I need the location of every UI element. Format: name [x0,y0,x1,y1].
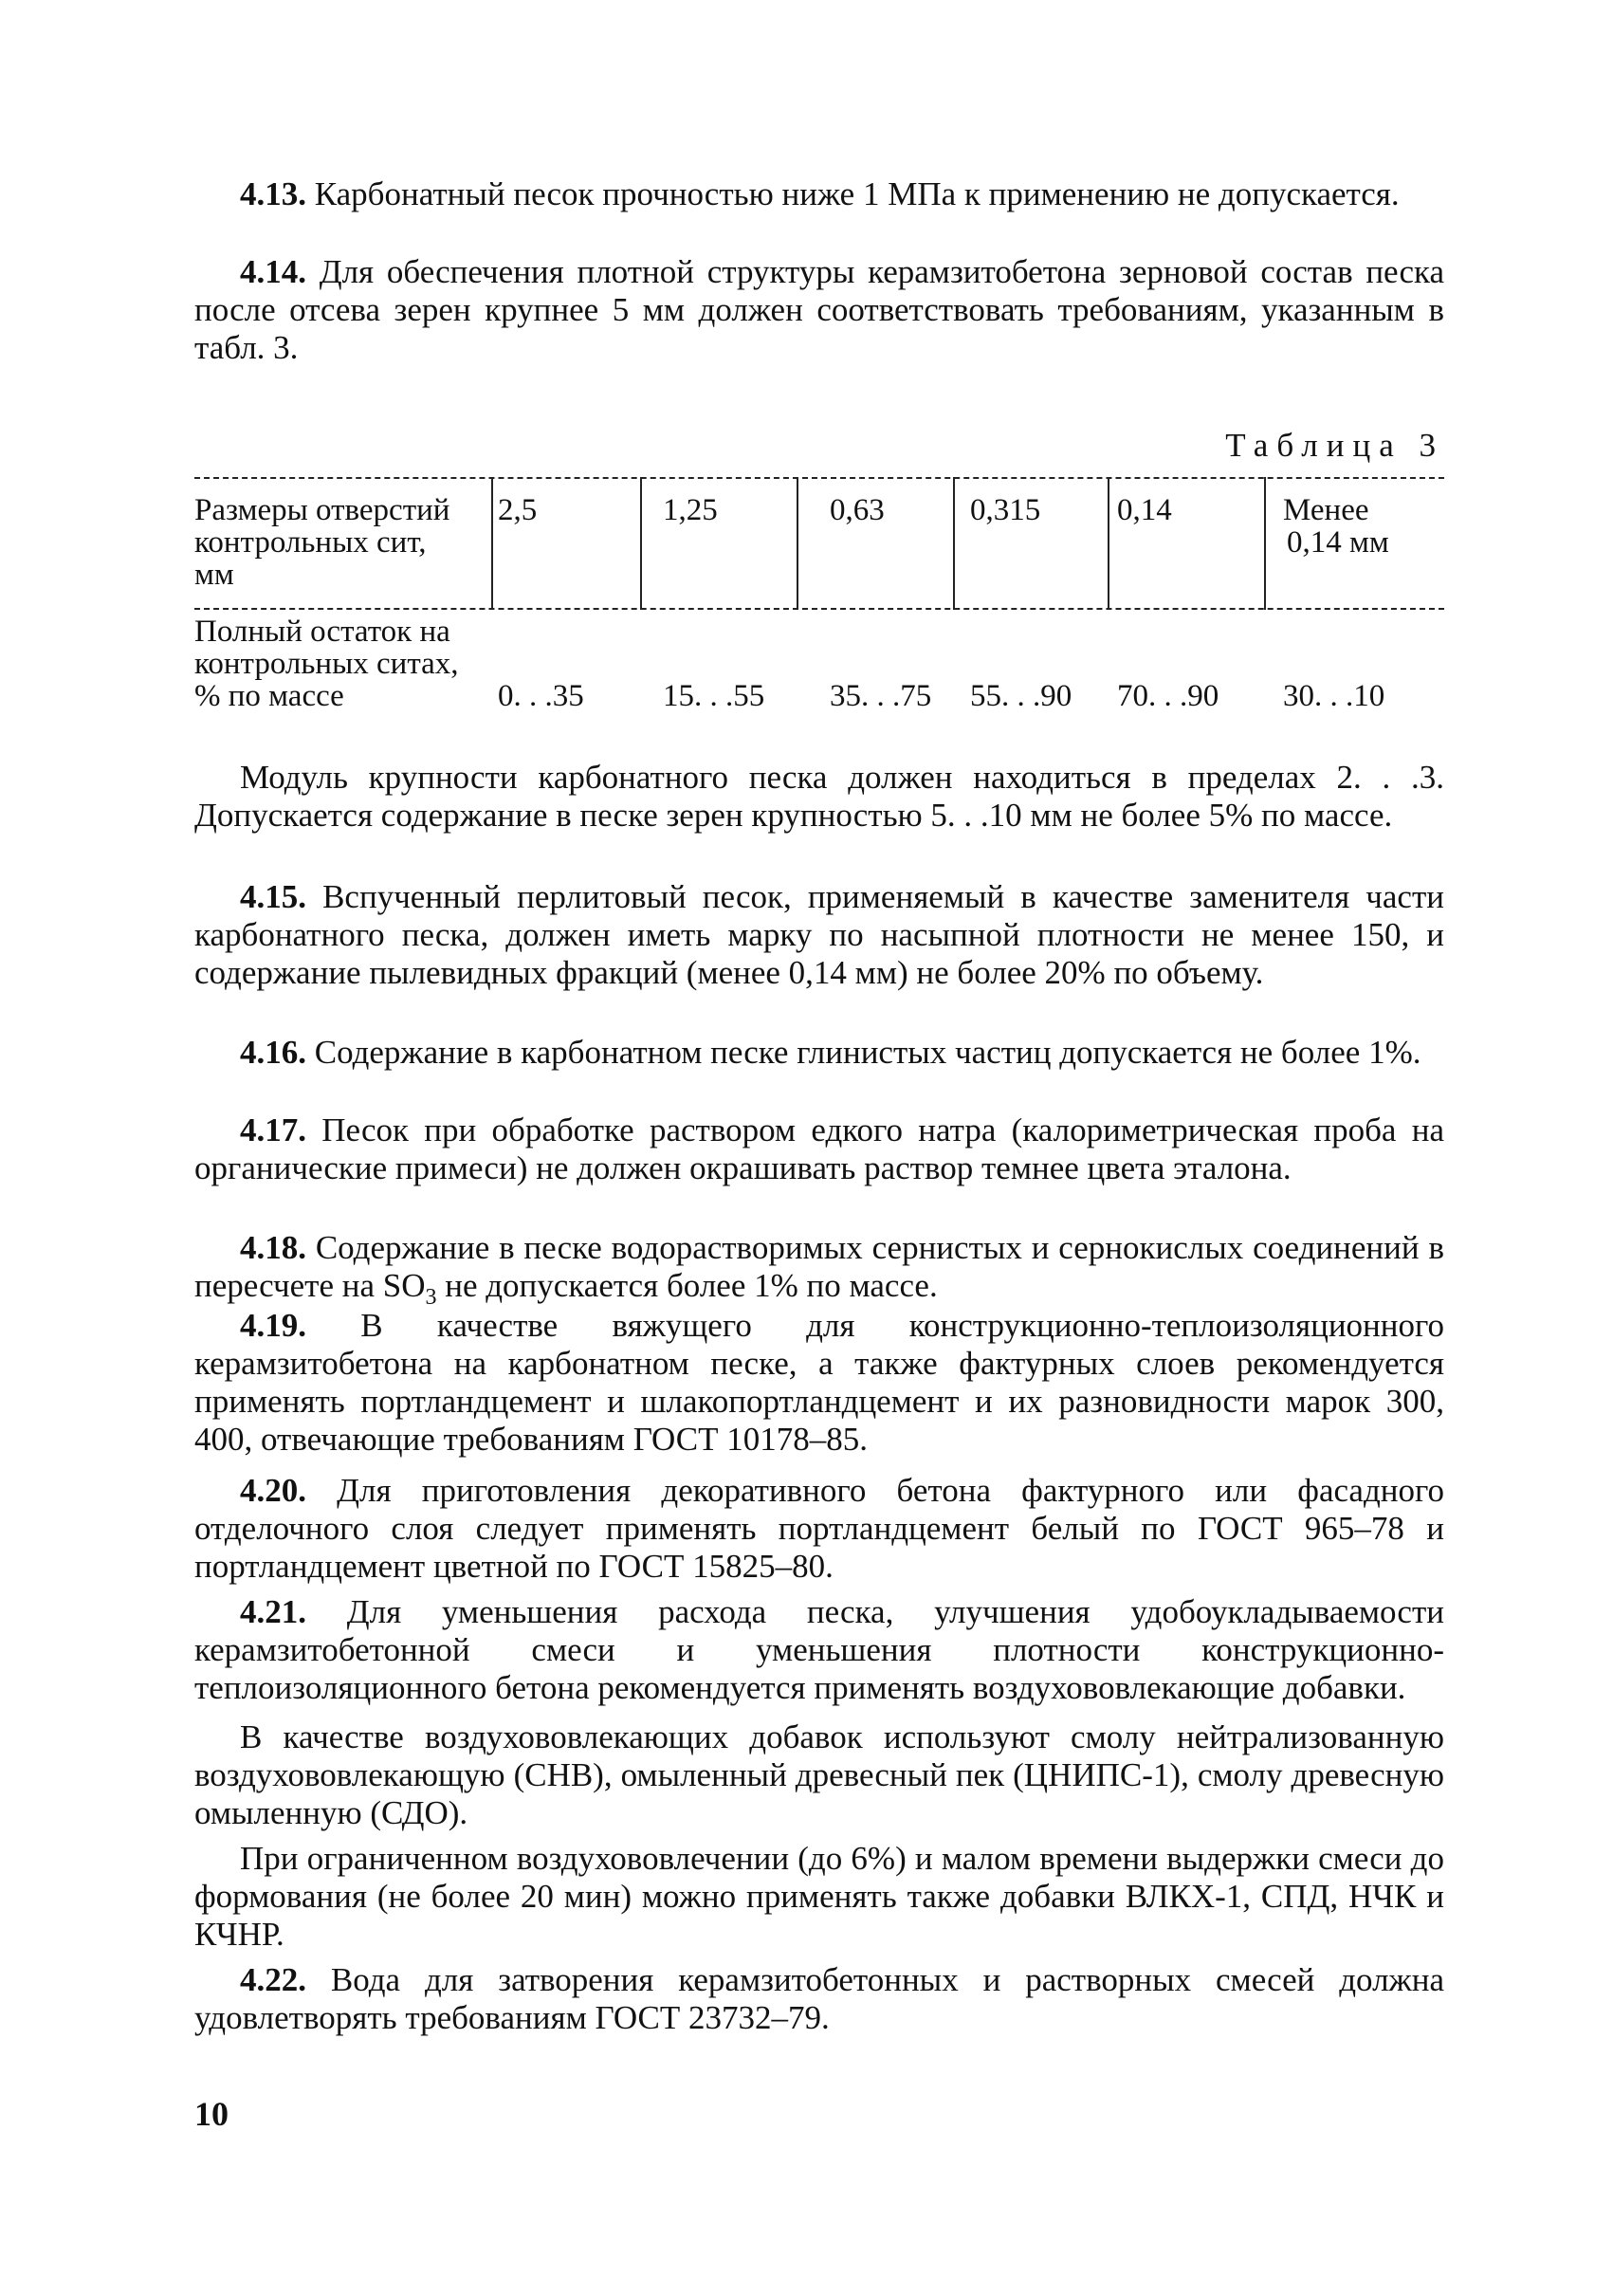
sieve-size-cell: 0,63 [830,493,885,527]
residue-value: 30. . .10 [1283,679,1385,713]
clause-text: Песок при обработке раствором едкого натра (калориметрическая проба на органические примеси) не должен окрашивать раствор темнее цвета эталона. [194,1111,1444,1186]
clause-text: Для обеспечения плотной структуры керамзитобетона зерновой состав песка после отсева зерен крупнее 5 мм должен соответствовать требованиям, указанным в табл. 3. [194,253,1444,366]
paragraph-text: При ограниченном воздухововлечении (до 6%) и малом времени выдержки смеси до формования (не более 20 мин) можно применять также добавки ВЛКХ-1, СПД, НЧК и КЧНР. [194,1840,1444,1953]
row-label-cell: Полный остаток на контрольных ситах, % по массе [194,615,459,713]
clause-number: 4.16. [240,1034,306,1071]
clause-number: 4.18. [240,1229,306,1266]
paragraph-additives [194,1718,1444,1832]
residue-value: 35. . .75 [830,679,932,713]
paragraph-text: В качестве воздухововлекающих добавок используют смолу нейтрализованную воздухововлекающую (СНВ), омыленный древесный пек (ЦНИПС-1), смолу древесную омыленную (СДО). [194,1718,1444,1831]
clause-text: В качестве вяжущего для конструкционно-теплоизоляционного керамзитобетона на карбонатном песке, а также фактурных слоев рекомендуется применять портландцемент и шлакопортландцемент и их разновидности марок 300, 400, отвечающие требованиям ГОСТ 10178–85. [194,1307,1444,1458]
table-header-rule [194,608,1444,610]
clause-text: Содержание в карбонатном песке глинистых частиц допускается не более 1%. [306,1034,1421,1071]
paragraph-4-21 [194,1593,1444,1707]
clause-text: Вода для затворения керамзитобетонных и растворных смесей должна удовлетворять требованиям ГОСТ 23732–79. [194,1961,1444,2036]
paragraph-4-16 [194,1034,1444,1072]
sieve-size-cell: 0,14 [1117,493,1172,527]
clause-text: Для приготовления декоративного бетона фактурного или фасадного отделочного слоя следует применять портландцемент белый по ГОСТ 965–78 и портландцемент цветной по ГОСТ 15825–80. [194,1472,1444,1585]
residue-value: 15. . .55 [663,679,765,713]
column-divider [1108,477,1109,610]
paragraph-modulus [194,759,1444,835]
paragraph-4-13 [194,175,1444,213]
paragraph-text: Модуль крупности карбонатного песка должен находиться в пределах 2. . .3. Допускается содержание в песке зерен крупностью 5. . .10 мм не более 5% по массе. [194,759,1444,834]
clause-number: 4.20. [240,1472,306,1509]
clause-text: Вспученный перлитовый песок, применяемый в качестве заменителя части карбонатного песка, должен иметь марку по насыпной плотности не менее 150, и содержание пылевидных фракций (менее 0,14 мм) не более 20% по объему. [194,878,1444,991]
sieve-size-cell: 1,25 [663,493,718,527]
sieve-size-cell: 0,315 [970,493,1041,527]
column-divider [1264,477,1266,610]
clause-text: Содержание в песке водорастворимых сернистых и сернокислых соединений в пересчете на SO [194,1229,1444,1304]
residue-value: 0. . .35 [498,679,584,713]
header-label-cell: Размеры отверстий контрольных сит, мм [194,493,450,592]
paragraph-4-22 [194,1961,1444,2037]
clause-number: 4.19. [240,1307,306,1344]
paragraph-limited-air [194,1840,1444,1954]
clause-text: Для уменьшения расхода песка, улучшения удобоукладываемости керамзитобетонной смеси и уменьшения плотности конструкционно-теплоизоляционного бетона рекомендуется применять воздухововлекающие добавки. [194,1593,1444,1706]
paragraph-4-17 [194,1111,1444,1187]
paragraph-4-18 [194,1229,1444,1316]
sieve-table [194,477,1444,728]
clause-number: 4.13. [240,175,306,212]
sieve-size-cell: Менее 0,14 мм [1283,493,1389,560]
clause-text: Карбонатный песок прочностью ниже 1 МПа к применению не допускается. [306,175,1400,212]
table-caption: Таблица 3 [1225,427,1444,464]
sieve-size-cell: 2,5 [498,493,538,527]
paragraph-4-19 [194,1307,1444,1459]
paragraph-4-14 [194,253,1444,367]
clause-number: 4.21. [240,1593,306,1630]
clause-number: 4.15. [240,878,306,915]
column-divider [491,477,493,610]
clause-text: не допускается более 1% по массе. [436,1267,938,1304]
page-number: 10 [194,2095,229,2133]
paragraph-4-20 [194,1472,1444,1586]
paragraph-4-15 [194,878,1444,992]
clause-number: 4.17. [240,1111,306,1148]
subscript: 3 [425,1285,437,1310]
residue-value: 70. . .90 [1117,679,1219,713]
residue-value: 55. . .90 [970,679,1072,713]
clause-number: 4.14. [240,253,306,290]
table-top-rule [194,477,1444,479]
clause-number: 4.22. [240,1961,306,1998]
column-divider [953,477,955,610]
column-divider [640,477,642,610]
column-divider [797,477,798,610]
